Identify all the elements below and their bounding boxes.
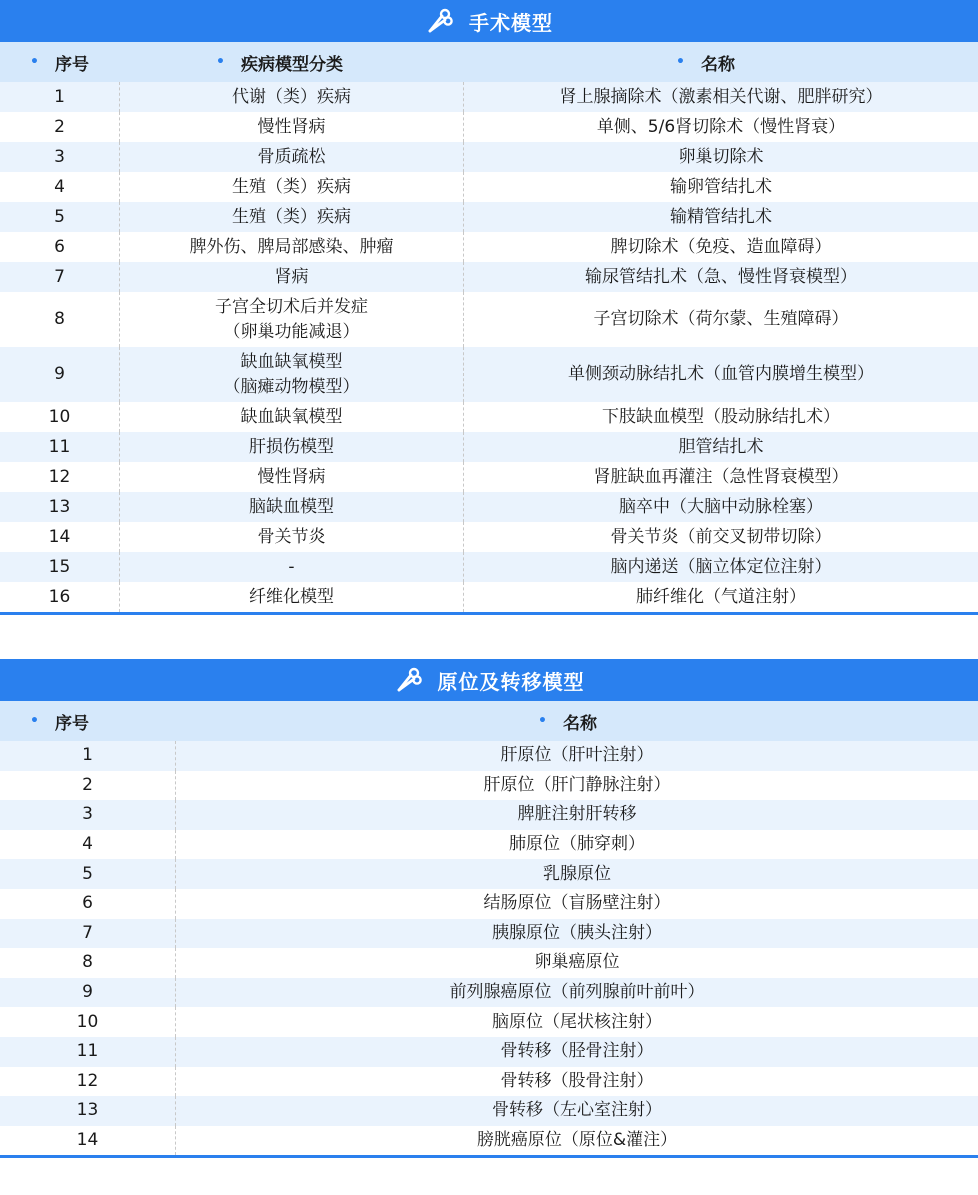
row-name: 子宫切除术（荷尔蒙、生殖障碍） xyxy=(593,309,849,329)
row-category-line1: 肾病 xyxy=(274,266,309,287)
row-name: 乳腺原位 xyxy=(543,863,611,884)
row-category xyxy=(120,292,464,347)
row-index: 2 xyxy=(0,771,176,801)
row-category xyxy=(120,112,464,142)
row-name: 肝原位（肝门静脉注射） xyxy=(483,774,671,795)
table-row xyxy=(0,232,978,262)
row-name: 单侧、5/6肾切除术（慢性肾衰） xyxy=(596,116,846,137)
table-row xyxy=(0,402,978,432)
row-category-line1: 脾外伤、脾局部感染、肿瘤 xyxy=(189,236,394,257)
row-name: 单侧颈动脉结扎术（血管内膜增生模型） xyxy=(568,364,874,384)
row-name: 肾脏缺血再灌注（急性肾衰模型） xyxy=(593,466,849,487)
table-row xyxy=(0,978,978,1008)
table-row xyxy=(0,112,978,142)
row-category-line1: 骨关节炎 xyxy=(257,526,326,547)
table-row xyxy=(0,582,978,612)
row-category-line1: 骨质疏松 xyxy=(257,146,326,167)
table-row xyxy=(0,741,978,771)
row-index: 13 xyxy=(0,492,120,522)
row-category-line1: 脑缺血模型 xyxy=(249,496,334,517)
row-name: 肺原位（肺穿刺） xyxy=(509,834,645,855)
row-category xyxy=(120,262,464,292)
table-row xyxy=(0,262,978,292)
row-category-line2: （脑瘫动物模型） xyxy=(223,376,360,397)
surgery-title: 手术模型 xyxy=(469,10,553,35)
table-row xyxy=(0,1067,978,1097)
row-name: 输尿管结扎术（急、慢性肾衰模型） xyxy=(585,266,857,287)
row-name: 骨转移（胫骨注射） xyxy=(500,1041,654,1062)
row-index: 9 xyxy=(0,978,176,1008)
row-category xyxy=(120,142,464,172)
row-name: 胰腺原位（胰头注射） xyxy=(492,922,662,943)
row-index: 6 xyxy=(0,889,176,919)
table-row xyxy=(0,552,978,582)
row-index: 8 xyxy=(0,948,176,978)
table-row xyxy=(0,771,978,801)
header-index: • 序号 xyxy=(30,54,89,75)
row-name: 骨转移（股骨注射） xyxy=(500,1070,654,1091)
orthotopic-rows xyxy=(0,741,978,1155)
table-row xyxy=(0,1007,978,1037)
table-row xyxy=(0,1126,978,1156)
row-index: 6 xyxy=(0,232,120,262)
row-category-line1: 生殖（类）疾病 xyxy=(232,206,351,227)
orthotopic-header-row xyxy=(0,701,978,741)
table-row xyxy=(0,347,978,402)
row-name: 卵巢癌原位 xyxy=(534,952,620,973)
table-row xyxy=(0,1037,978,1067)
row-category-line1: 纤维化模型 xyxy=(249,586,334,607)
table-row xyxy=(0,522,978,552)
row-index: 3 xyxy=(0,800,176,830)
row-category xyxy=(120,522,464,552)
row-name: 肺纤维化（气道注射） xyxy=(636,586,806,607)
row-category xyxy=(120,462,464,492)
surgery-bottom-line xyxy=(0,612,978,615)
surgery-header-row xyxy=(0,42,978,82)
row-category xyxy=(120,172,464,202)
row-category xyxy=(120,82,464,112)
row-name: 卵巢切除术 xyxy=(678,146,764,167)
row-category xyxy=(120,432,464,462)
row-category xyxy=(120,202,464,232)
table-row xyxy=(0,172,978,202)
row-index: 11 xyxy=(0,1037,176,1067)
orthotopic-bottom-line xyxy=(0,1155,978,1158)
row-index: 5 xyxy=(0,202,120,232)
row-name: 脾脏注射肝转移 xyxy=(517,804,637,825)
row-name: 脑内递送（脑立体定位注射） xyxy=(610,556,832,577)
row-index: 14 xyxy=(0,1126,176,1156)
surgery-banner xyxy=(0,0,978,42)
row-name: 肾上腺摘除术（激素相关代谢、肥胖研究） xyxy=(559,86,883,107)
table-row xyxy=(0,919,978,949)
row-index: 3 xyxy=(0,142,120,172)
row-index: 4 xyxy=(0,172,120,202)
header-name: • 名称 xyxy=(538,713,597,734)
row-category xyxy=(120,552,464,582)
row-name: 结肠原位（盲肠壁注射） xyxy=(483,893,671,914)
row-index: 1 xyxy=(0,741,176,771)
row-name: 脑原位（尾状核注射） xyxy=(492,1011,662,1032)
table-row xyxy=(0,830,978,860)
row-name: 胆管结扎术 xyxy=(678,436,764,457)
table-row xyxy=(0,859,978,889)
row-index: 8 xyxy=(0,292,120,347)
table-row xyxy=(0,889,978,919)
row-index: 15 xyxy=(0,552,120,582)
row-name: 输卵管结扎术 xyxy=(670,176,772,197)
row-category xyxy=(120,232,464,262)
table-row xyxy=(0,1096,978,1126)
row-name: 骨转移（左心室注射） xyxy=(492,1100,662,1121)
table-row xyxy=(0,432,978,462)
header-name: • 名称 xyxy=(676,54,735,75)
table-row xyxy=(0,82,978,112)
row-index: 10 xyxy=(0,402,120,432)
row-index: 10 xyxy=(0,1007,176,1037)
row-index: 5 xyxy=(0,859,176,889)
row-category xyxy=(120,582,464,612)
orthotopic-models-table xyxy=(0,659,978,1158)
row-name: 肝原位（肝叶注射） xyxy=(500,745,654,766)
orthotopic-title: 原位及转移模型 xyxy=(437,669,585,694)
row-name: 膀胱癌原位（原位&灌注） xyxy=(476,1130,678,1151)
row-category-line2: （卵巢功能减退） xyxy=(223,321,360,342)
orthotopic-banner xyxy=(0,659,978,701)
row-category xyxy=(120,347,464,402)
header-category: • 疾病模型分类 xyxy=(216,54,343,75)
row-index: 13 xyxy=(0,1096,176,1126)
row-index: 12 xyxy=(0,1067,176,1097)
row-index: 9 xyxy=(0,347,120,402)
row-name: 脑卒中（大脑中动脉栓塞） xyxy=(619,496,823,517)
row-category-line1: 子宫全切术后并发症 xyxy=(215,296,368,317)
row-category-line1: 慢性肾病 xyxy=(257,466,326,487)
row-name: 输精管结扎术 xyxy=(670,206,772,227)
table-row xyxy=(0,492,978,522)
row-category xyxy=(120,492,464,522)
row-category-line1: 慢性肾病 xyxy=(257,116,326,137)
table-row xyxy=(0,948,978,978)
row-name: 下肢缺血模型（股动脉结扎术） xyxy=(602,406,840,427)
table-row xyxy=(0,142,978,172)
table-row xyxy=(0,800,978,830)
row-index: 14 xyxy=(0,522,120,552)
row-category-line1: 生殖（类）疾病 xyxy=(232,176,351,197)
row-name: 前列腺癌原位（前列腺前叶前叶） xyxy=(449,982,705,1003)
row-index: 7 xyxy=(0,262,120,292)
header-index: • 序号 xyxy=(30,713,89,734)
row-index: 16 xyxy=(0,582,120,612)
surgery-rows xyxy=(0,82,978,612)
row-category-line1: 代谢（类）疾病 xyxy=(232,86,351,107)
row-category-line1: 肝损伤模型 xyxy=(249,436,334,457)
table-row xyxy=(0,202,978,232)
row-category xyxy=(120,402,464,432)
row-category-line1: 缺血缺氧模型 xyxy=(240,406,343,427)
table-row xyxy=(0,292,978,347)
row-index: 12 xyxy=(0,462,120,492)
scissors-icon xyxy=(425,6,455,36)
row-index: 7 xyxy=(0,919,176,949)
scissors-icon xyxy=(394,665,424,695)
row-name: 脾切除术（免疫、造血障碍） xyxy=(610,236,832,257)
table-row xyxy=(0,462,978,492)
row-index: 2 xyxy=(0,112,120,142)
row-category-line1: 缺血缺氧模型 xyxy=(240,351,343,372)
row-category-line1: - xyxy=(288,556,295,577)
row-index: 11 xyxy=(0,432,120,462)
row-index: 1 xyxy=(0,82,120,112)
row-name: 骨关节炎（前交叉韧带切除） xyxy=(610,526,832,547)
row-index: 4 xyxy=(0,830,176,860)
